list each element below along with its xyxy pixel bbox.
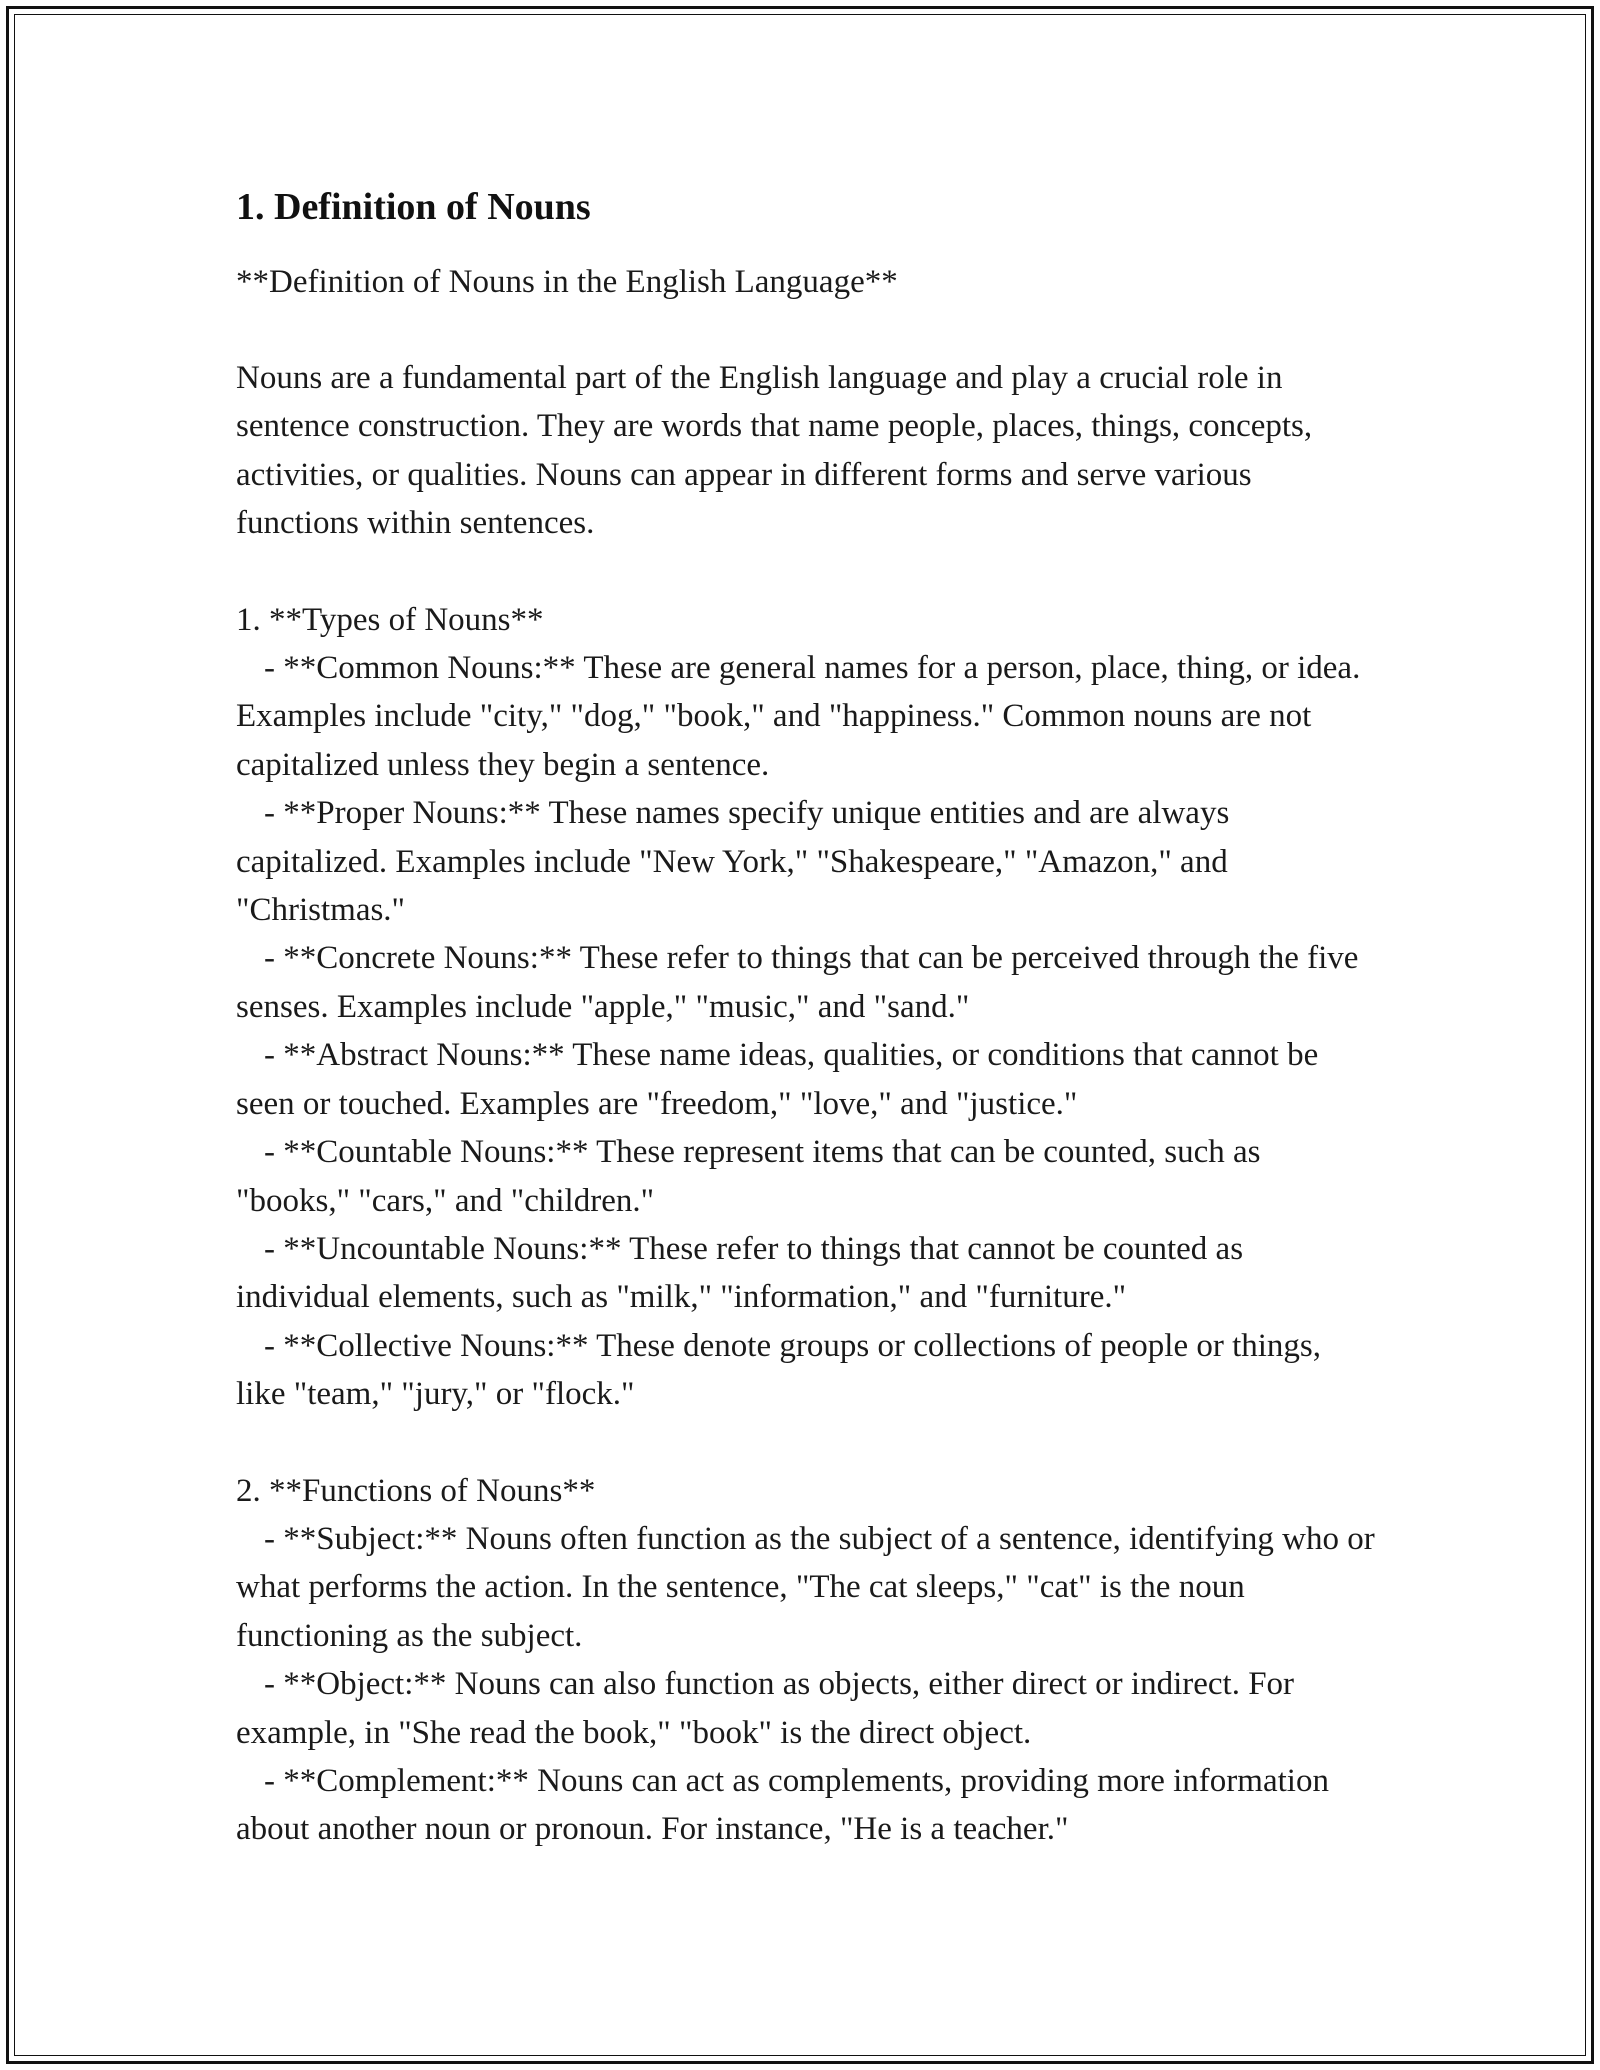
list-item: - **Uncountable Nouns:** These refer to things that cannot be counted as individual elements, such as "milk," "information," and "furniture." bbox=[236, 1230, 1244, 1316]
list-item: - **Abstract Nouns:** These name ideas, qualities, or conditions that cannot be seen or touched. Examples are "freedom," "love," and "justice." bbox=[236, 1037, 1319, 1122]
section-title: 2. **Functions of Nouns** bbox=[236, 1472, 596, 1509]
section-title: 1. **Types of Nouns** bbox=[236, 601, 544, 638]
list-item: - **Collective Nouns:** These denote groups or collections of people or things, like "team," "jury," or "flock." bbox=[236, 1327, 1322, 1413]
list-item: - **Common Nouns:** These are general names for a person, place, thing, or idea. Examples include "city," "dog," "book," and "happiness." Common nouns are not capitalized unless they begin a sentence. bbox=[236, 650, 1361, 783]
list-item: - **Proper Nouns:** These names specify unique entities and are always capitalized. Examples include "New York," "Shakespeare," "Amazon," and "Christmas." bbox=[236, 795, 1230, 929]
section-types-of-nouns bbox=[236, 596, 1376, 1419]
list-item: - **Countable Nouns:** These represent items that can be counted, such as "books," "cars," and "children." bbox=[236, 1134, 1261, 1219]
page-title: 1. Definition of Nouns bbox=[236, 186, 591, 228]
document-body bbox=[236, 184, 1376, 1854]
intro-paragraph: Nouns are a fundamental part of the English language and play a crucial role in sentence construction. They are words that name people, places, things, concepts, activities, or qualities. Nouns can appear in different forms and serve various functions within sentences. bbox=[236, 360, 1313, 542]
list-item: - **Object:** Nouns can also function as objects, either direct or indirect. For example, in "She read the book," "book" is the direct object. bbox=[236, 1666, 1295, 1751]
list-item: - **Complement:** Nouns can act as complements, providing more information about another noun or pronoun. For instance, "He is a teacher." bbox=[236, 1762, 1329, 1848]
section-functions-of-nouns bbox=[236, 1467, 1376, 1854]
list-item: - **Concrete Nouns:** These refer to things that can be perceived through the five senses. Examples include "apple," "music," and "sand." bbox=[236, 940, 1359, 1025]
document-subtitle: **Definition of Nouns in the English Language** bbox=[236, 264, 898, 300]
list-item: - **Subject:** Nouns often function as the subject of a sentence, identifying who or what performs the action. In the sentence, "The cat sleeps," "cat" is the noun functioning as the subject. bbox=[236, 1520, 1375, 1654]
